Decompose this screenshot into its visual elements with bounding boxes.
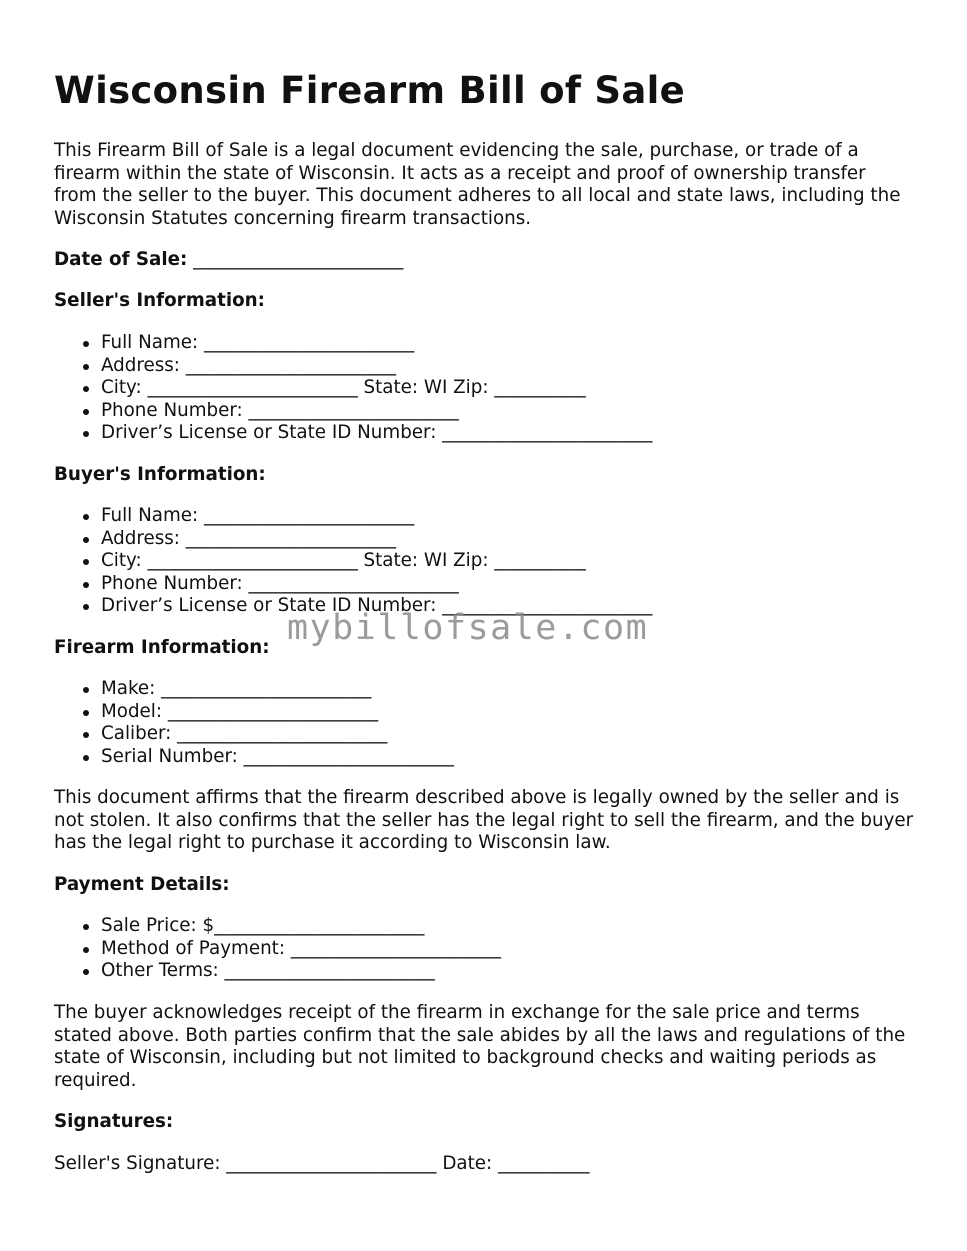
seller-address-field: Address: _______________________ <box>54 355 652 378</box>
date-of-sale-label: Date of Sale: <box>54 249 188 270</box>
seller-phone-field: Phone Number: _______________________ <box>54 400 652 423</box>
buyer-license-field: Driver’s License or State ID Number: _______________________ <box>54 595 652 618</box>
signatures-heading: Signatures: <box>54 1111 174 1132</box>
other-terms-field: Other Terms: _______________________ <box>54 960 501 983</box>
firearm-caliber-field: Caliber: _______________________ <box>54 723 454 746</box>
document-title: Wisconsin Firearm Bill of Sale <box>54 69 686 112</box>
seller-full-name-field: Full Name: _______________________ <box>54 332 652 355</box>
payment-heading: Payment Details: <box>54 874 230 895</box>
buyer-phone-field: Phone Number: _______________________ <box>54 573 652 596</box>
buyer-heading: Buyer's Information: <box>54 464 266 485</box>
firearm-heading: Firearm Information: <box>54 637 270 658</box>
seller-signature-line: Seller's Signature: _______________________ Date: __________ <box>54 1153 590 1174</box>
buyer-city-state-zip-field: City: _______________________ State: WI Zip: __________ <box>54 550 652 573</box>
buyer-info-list <box>54 505 652 618</box>
payment-method-field: Method of Payment: _______________________ <box>54 938 501 961</box>
seller-info-list <box>54 332 652 445</box>
sale-price-field: Sale Price: $_______________________ <box>54 915 501 938</box>
payment-info-list <box>54 915 501 983</box>
affirmation-paragraph: This document affirms that the firearm described above is legally owned by the seller and is not stolen. It also confirms that the seller has the legal right to sell the firearm, and the buyer has the legal right to purchase it according to Wisconsin law. <box>54 787 914 853</box>
seller-city-state-zip-field: City: _______________________ State: WI Zip: __________ <box>54 377 652 400</box>
acknowledgment-paragraph: The buyer acknowledges receipt of the firearm in exchange for the sale price and terms stated above. Both parties confirm that the sale abides by all the laws and regulations of the state of Wisconsin, including but not limited to background checks and waiting periods as required. <box>54 1002 906 1091</box>
seller-license-field: Driver’s License or State ID Number: _______________________ <box>54 422 652 445</box>
buyer-full-name-field: Full Name: _______________________ <box>54 505 652 528</box>
date-of-sale-line <box>54 249 403 272</box>
firearm-model-field: Model: _______________________ <box>54 701 454 724</box>
firearm-info-list <box>54 678 454 768</box>
firearm-serial-field: Serial Number: _______________________ <box>54 746 454 769</box>
buyer-address-field: Address: _______________________ <box>54 528 652 551</box>
intro-paragraph: This Firearm Bill of Sale is a legal document evidencing the sale, purchase, or trade of a firearm within the state of Wisconsin. It acts as a receipt and proof of ownership transfer from the seller to the buyer. This document adheres to all local and state laws, including the Wisconsin Statutes concerning firearm transactions. <box>54 140 901 229</box>
date-of-sale-blank: _______________________ <box>187 249 404 270</box>
firearm-make-field: Make: _______________________ <box>54 678 454 701</box>
watermark: mybillofsale.com <box>287 608 649 648</box>
seller-heading: Seller's Information: <box>54 290 265 311</box>
